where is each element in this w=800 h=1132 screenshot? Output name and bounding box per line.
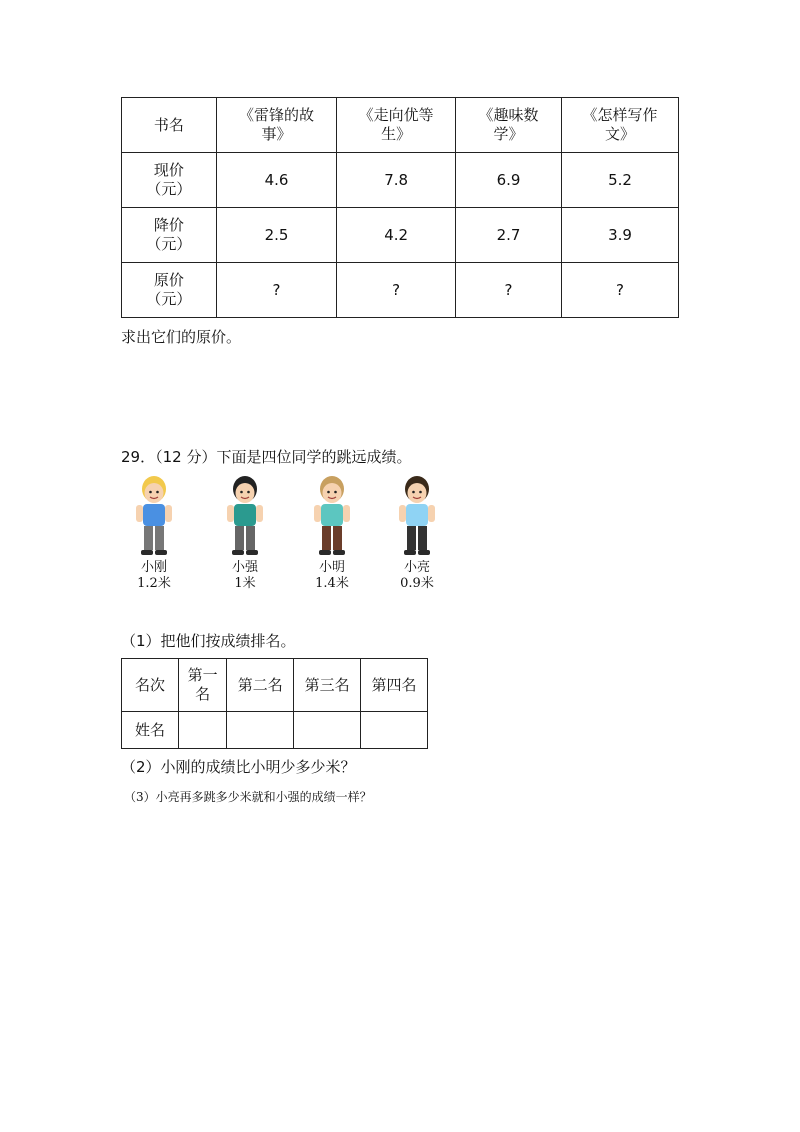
table-header-row xyxy=(122,98,679,153)
face xyxy=(323,483,342,503)
arm xyxy=(428,505,435,522)
student-illustration xyxy=(213,474,277,558)
arm xyxy=(136,505,143,522)
leg xyxy=(246,526,255,550)
student-illustration xyxy=(300,474,364,558)
face xyxy=(145,483,164,503)
arm xyxy=(399,505,406,522)
arm xyxy=(227,505,234,522)
leg xyxy=(235,526,244,550)
eye xyxy=(412,491,415,494)
eye xyxy=(156,491,159,494)
row-label-cell xyxy=(122,263,217,318)
cell-text: 原价 （元） xyxy=(146,271,192,308)
header-cell xyxy=(294,659,361,712)
arm xyxy=(314,505,321,522)
cell-text: 名次 xyxy=(134,675,165,694)
cell-text: 第三名 xyxy=(304,675,350,694)
cell-text: 降价 （元） xyxy=(146,216,192,253)
student-score: 1.4米 xyxy=(315,576,349,591)
cell-text: 《走向优等 生》 xyxy=(358,106,434,143)
question-29-part-2: （2）小刚的成绩比小明少多少米？ xyxy=(121,758,356,776)
header-cell xyxy=(337,98,456,153)
cell-text: 7.8 xyxy=(384,170,409,189)
shoe xyxy=(333,550,345,555)
cell-text: 《趣味数 学》 xyxy=(478,106,539,143)
row-label-cell xyxy=(122,208,217,263)
table-row xyxy=(122,712,428,749)
row-label-cell xyxy=(122,712,179,749)
header-cell xyxy=(216,98,337,153)
eye xyxy=(419,491,422,494)
book-price-table xyxy=(121,97,679,318)
shirt xyxy=(234,504,256,526)
cell-text: 2.5 xyxy=(264,225,289,244)
student-name: 小强 xyxy=(231,560,258,575)
cell-text: ? xyxy=(392,280,401,299)
arm xyxy=(256,505,263,522)
header-cell xyxy=(179,659,227,712)
cell-text: 《怎样写作 文》 xyxy=(582,106,658,143)
header-cell xyxy=(122,659,179,712)
eye xyxy=(240,491,243,494)
eye xyxy=(327,491,330,494)
header-cell xyxy=(361,659,428,712)
header-cell xyxy=(562,98,679,153)
face xyxy=(408,483,427,503)
eye xyxy=(334,491,337,494)
student-name: 小刚 xyxy=(140,560,167,575)
answer-cell[interactable] xyxy=(179,712,227,749)
leg xyxy=(407,526,416,550)
shirt xyxy=(321,504,343,526)
leg xyxy=(144,526,153,550)
student-score: 0.9米 xyxy=(400,576,434,591)
answer-cell[interactable] xyxy=(216,263,337,318)
shoe xyxy=(232,550,244,555)
table-cell xyxy=(216,208,337,263)
table-header-row xyxy=(122,659,428,712)
cell-text: 第二名 xyxy=(237,675,283,694)
leg xyxy=(322,526,331,550)
table-row xyxy=(122,153,679,208)
table-cell xyxy=(456,208,562,263)
row-label-cell xyxy=(122,153,217,208)
shoe xyxy=(319,550,331,555)
answer-cell[interactable] xyxy=(294,712,361,749)
question-29-part-3: （3）小亮再多跳多少米就和小强的成绩一样？ xyxy=(124,790,372,804)
arm xyxy=(343,505,350,522)
table-cell xyxy=(456,153,562,208)
question-29-title: 29．（12 分）下面是四位同学的跳远成绩。 xyxy=(121,448,412,466)
cell-text: 4.6 xyxy=(264,170,289,189)
shoe xyxy=(246,550,258,555)
student-illustration xyxy=(385,474,449,558)
table-cell xyxy=(216,153,337,208)
shoe xyxy=(418,550,430,555)
cell-text: 4.2 xyxy=(384,225,409,244)
cell-text: ? xyxy=(616,280,624,299)
leg xyxy=(155,526,164,550)
table-cell xyxy=(562,153,679,208)
leg xyxy=(418,526,427,550)
cell-text: ? xyxy=(504,280,513,299)
cell-text: 2.7 xyxy=(496,225,521,244)
header-cell xyxy=(227,659,294,712)
cell-text: 书名 xyxy=(153,115,184,134)
shirt xyxy=(406,504,428,526)
cell-text: 5.2 xyxy=(608,170,632,189)
eye xyxy=(247,491,250,494)
cell-text: 3.9 xyxy=(608,225,632,244)
leg xyxy=(333,526,342,550)
table-cell xyxy=(562,208,679,263)
cell-text: 《雷锋的故 事》 xyxy=(239,106,315,143)
question-29-part-1: （1）把他们按成绩排名。 xyxy=(121,632,296,650)
shoe xyxy=(404,550,416,555)
student-name: 小明 xyxy=(318,560,345,575)
table-row xyxy=(122,208,679,263)
answer-cell[interactable] xyxy=(227,712,294,749)
cell-text: 现价 （元） xyxy=(146,161,192,198)
header-cell xyxy=(122,98,217,153)
student-illustration xyxy=(122,474,186,558)
cell-text: 6.9 xyxy=(496,170,521,189)
answer-cell[interactable] xyxy=(456,263,562,318)
shoe xyxy=(141,550,153,555)
answer-cell[interactable] xyxy=(337,263,456,318)
student-score: 1.2米 xyxy=(137,576,171,591)
cell-text: 第一 名 xyxy=(187,666,218,703)
student-score: 1米 xyxy=(234,576,256,591)
header-cell xyxy=(456,98,562,153)
face xyxy=(236,483,255,503)
student-name: 小亮 xyxy=(403,560,430,575)
cell-text: ? xyxy=(272,280,281,299)
table-row xyxy=(122,263,679,318)
arm xyxy=(165,505,172,522)
ranking-table xyxy=(121,658,428,749)
cell-text: 姓名 xyxy=(134,720,165,739)
shirt xyxy=(143,504,165,526)
answer-cell[interactable] xyxy=(361,712,428,749)
eye xyxy=(149,491,152,494)
books-prompt: 求出它们的原价。 xyxy=(121,328,242,346)
table-cell xyxy=(337,153,456,208)
table-cell xyxy=(337,208,456,263)
answer-cell[interactable] xyxy=(562,263,679,318)
cell-text: 第四名 xyxy=(371,675,417,694)
shoe xyxy=(155,550,167,555)
